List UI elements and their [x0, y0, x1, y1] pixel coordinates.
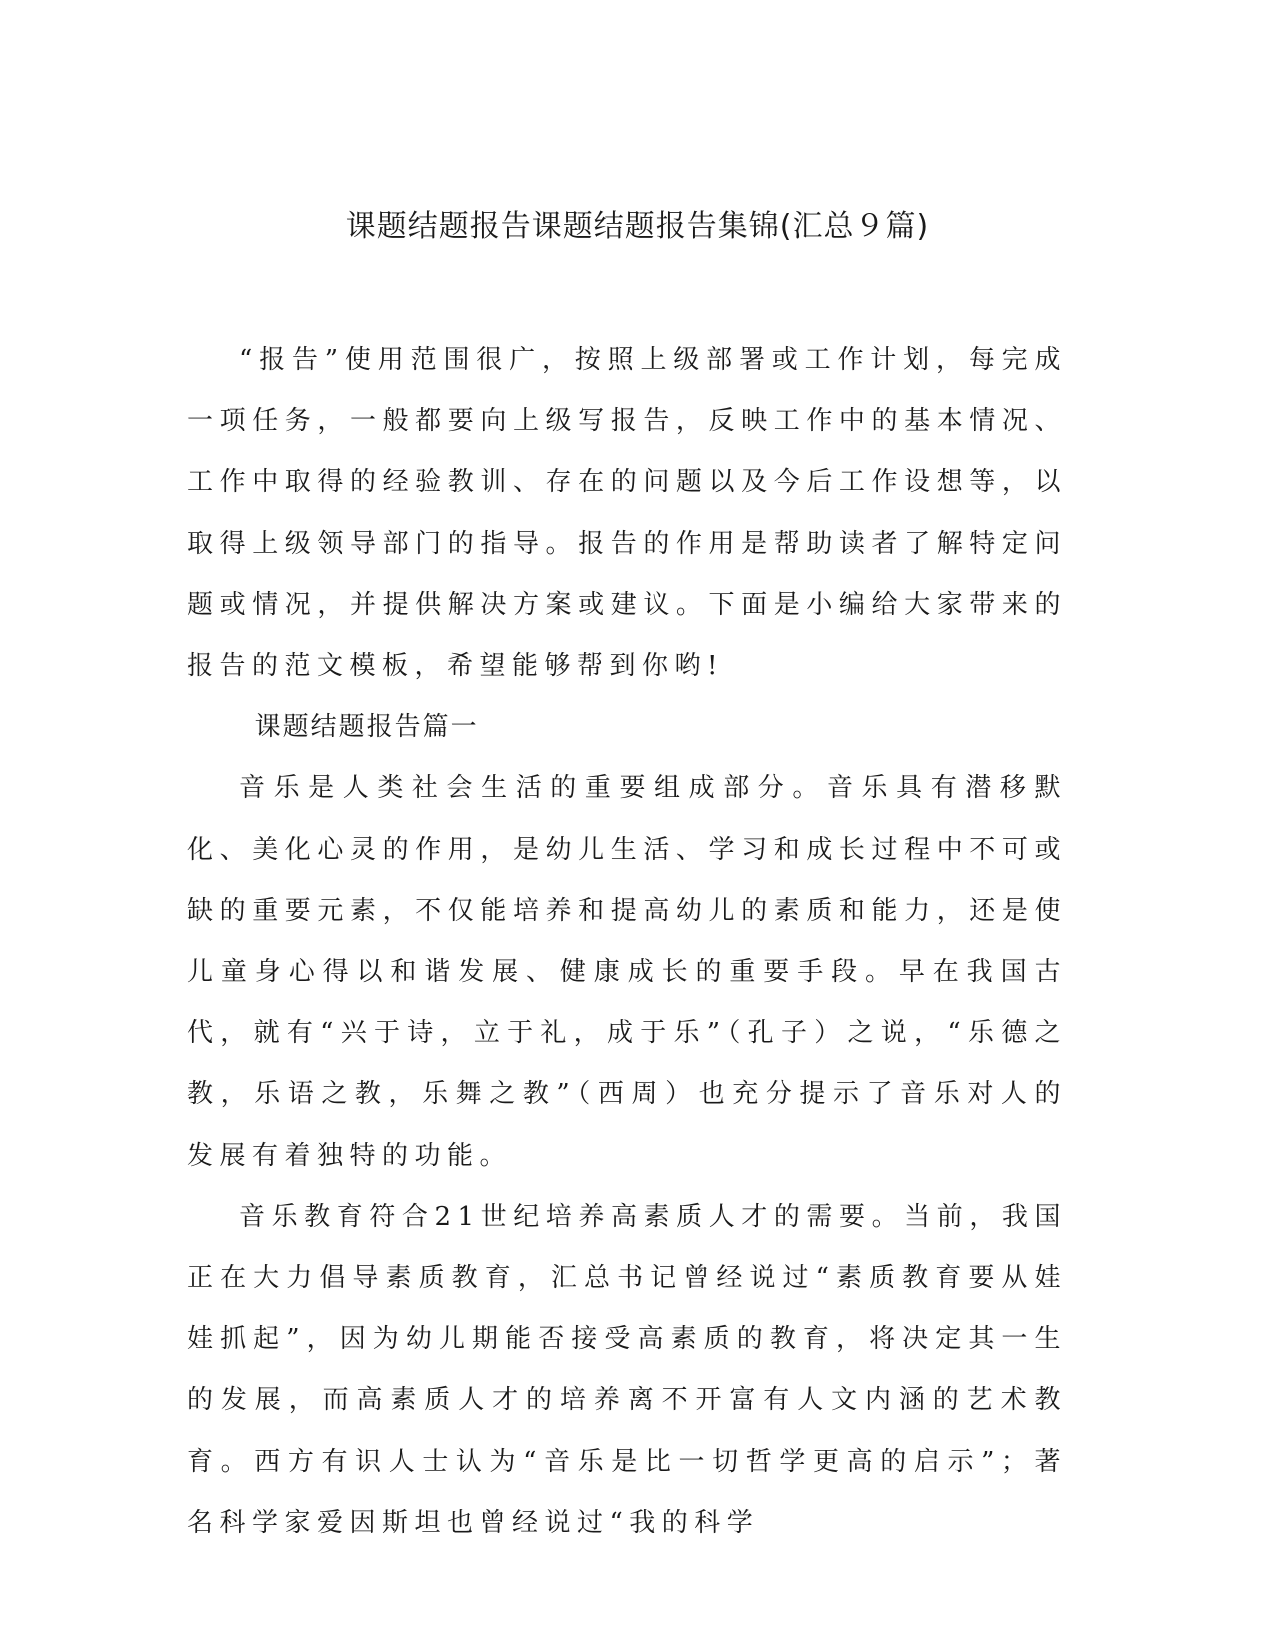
document-body: [187, 330, 1067, 1554]
body-paragraph-education: 音乐教育符合21世纪培养高素质人才的需要。当前，我国正在大力倡导素质教育，汇总书记曾经说过“素质教育要从娃娃抓起”，因为幼儿期能否接受高素质的教育，将决定其一生的发展，而高素质人才的培养离不开富有人文内涵的艺术教育。西方有识人士认为“音乐是比一切哲学更高的启示”；著名科学家爱因斯坦也曾经说过“我的科学: [187, 1201, 1067, 1538]
section-heading: 课题结题报告篇一: [254, 712, 479, 743]
intro-paragraph: “报告”使用范围很广，按照上级部署或工作计划，每完成一项任务，一般都要向上级写报告，反映工作中的基本情况、工作中取得的经验教训、存在的问题以及今后工作设想等，以取得上级领导部门的指导。报告的作用是帮助读者了解特定问题或情况，并提供解决方案或建议。下面是小编给大家带来的报告的范文模板，希望能够帮到你哟!: [187, 345, 1067, 682]
document-title: 课题结题报告课题结题报告集锦(汇总９篇): [345, 209, 930, 244]
body-paragraph-music: 音乐是人类社会生活的重要组成部分。音乐具有潜移默化、美化心灵的作用，是幼儿生活、学习和成长过程中不可或缺的重要元素，不仅能培养和提高幼儿的素质和能力，还是使儿童身心得以和谐发展、健康成长的重要手段。早在我国古代，就有“兴于诗，立于礼，成于乐”（孔子）之说，“乐德之教，乐语之教，乐舞之教”（西周）也充分提示了音乐对人的发展有着独特的功能。: [187, 773, 1067, 1171]
